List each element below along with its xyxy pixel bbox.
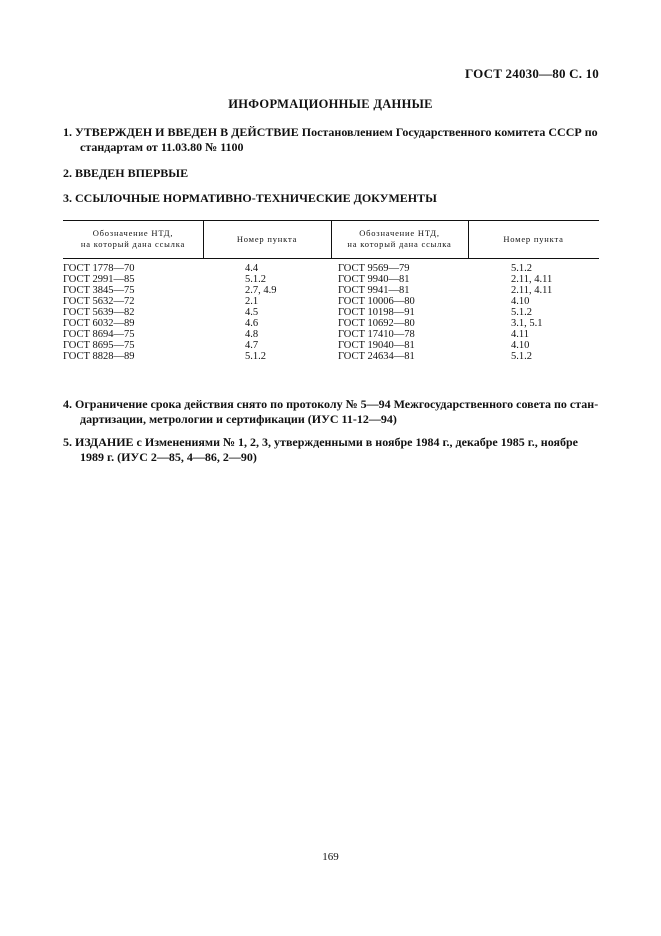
table-cell-doc: ГОСТ 9940—81 [338,274,410,285]
table-cell-doc: ГОСТ 9941—81 [338,285,410,296]
table-cell-clause: 5.1.2 [245,274,266,285]
page-title: ИНФОРМАЦИОННЫЕ ДАННЫЕ [228,97,433,111]
header-doc-right [331,220,468,258]
table-cell-clause: 2.11, 4.11 [511,285,553,296]
table-cell-doc: ГОСТ 6032—89 [63,318,135,329]
table-cell-clause: 2.11, 4.11 [511,274,553,285]
table-cell-clause: 4.10 [511,296,530,307]
table-cell-doc: ГОСТ 5632—72 [63,296,135,307]
info-item-line: 3. ССЫЛОЧНЫЕ НОРМАТИВНО-ТЕХНИЧЕСКИЕ ДОКУМЕНТЫ [63,191,437,205]
table-cell-clause: 4.5 [245,307,259,318]
table-cell-doc: ГОСТ 1778—70 [63,263,135,274]
table-cell-doc: ГОСТ 24634—81 [338,351,415,362]
table-cell-clause: 2.1 [245,296,259,307]
table-cell-clause: 4.6 [245,318,259,329]
column-clause-right [511,263,552,362]
header-doc-left [63,220,203,258]
table-cell-doc: ГОСТ 2991—85 [63,274,135,285]
header-clause-right: Номер пункта [503,233,564,244]
table-cell-doc: ГОСТ 5639—82 [63,307,135,318]
info-item-line: дартизации, метрологии и сертификации (ИУС 11-12—94) [80,412,397,426]
info-item-line: стандартам от 11.03.80 № 1100 [80,140,244,154]
document-reference: ГОСТ 24030—80 С. 10 [465,66,599,81]
header-clause-left: Номер пункта [236,233,298,244]
table-cell-clause: 5.1.2 [245,351,266,362]
table-cell-clause: 4.11 [511,329,529,340]
table-cell-clause: 4.4 [245,263,259,274]
header-line: на который дана ссылка [347,239,452,249]
table-cell-doc: ГОСТ 3845—75 [63,285,135,296]
table-cell-clause: 3.1, 5.1 [511,318,543,329]
info-item-approved [63,125,601,155]
table-header-rule [63,258,599,259]
table-cell-doc: ГОСТ 19040—81 [338,340,415,351]
table-cell-doc: ГОСТ 10006—80 [338,296,415,307]
header-line: Обозначение НТД, [92,228,174,238]
info-item-references [63,191,601,206]
info-item-introduced [63,166,601,181]
header-line: Обозначение НТД, [359,228,440,238]
table-cell-clause: 2.7, 4.9 [245,285,277,296]
table-cell-clause: 5.1.2 [511,307,532,318]
table-cell-doc: ГОСТ 10198—91 [338,307,415,318]
table-cell-doc: ГОСТ 8695—75 [63,340,135,351]
table-cell-doc: ГОСТ 8828—89 [63,351,135,362]
info-item-edition [63,435,601,465]
table-cell-doc: ГОСТ 8694—75 [63,329,135,340]
table-cell-doc: ГОСТ 9569—79 [338,263,410,274]
table-cell-clause: 5.1.2 [511,263,532,274]
page-number: 169 [322,851,339,863]
table-cell-doc: ГОСТ 10692—80 [338,318,415,329]
info-item-line: 1989 г. (ИУС 2—85, 4—86, 2—90) [80,450,257,464]
column-doc-left [63,263,135,362]
header-line: на который дана ссылка [80,239,186,249]
info-item-line: 4. Ограничение срока действия снято по протоколу № 5—94 Межгосударственного совета по стан- [63,397,599,411]
column-clause-left [245,263,277,362]
table-cell-clause: 5.1.2 [511,351,532,362]
info-item-line: 2. ВВЕДЕН ВПЕРВЫЕ [63,166,189,180]
info-item-validity [63,397,601,427]
info-item-line: 5. ИЗДАНИЕ с Изменениями № 1, 2, 3, утвержденными в ноябре 1984 г., декабре 1985 г., ноябре [63,435,578,449]
table-cell-clause: 4.7 [245,340,259,351]
table-cell-clause: 4.10 [511,340,530,351]
column-doc-right [338,263,415,362]
table-cell-clause: 4.8 [245,329,259,340]
table-cell-doc: ГОСТ 17410—78 [338,329,415,340]
info-item-line: 1. УТВЕРЖДЕН И ВВЕДЕН В ДЕЙСТВИЕ Постановлением Государственного комитета СССР по [63,125,598,139]
